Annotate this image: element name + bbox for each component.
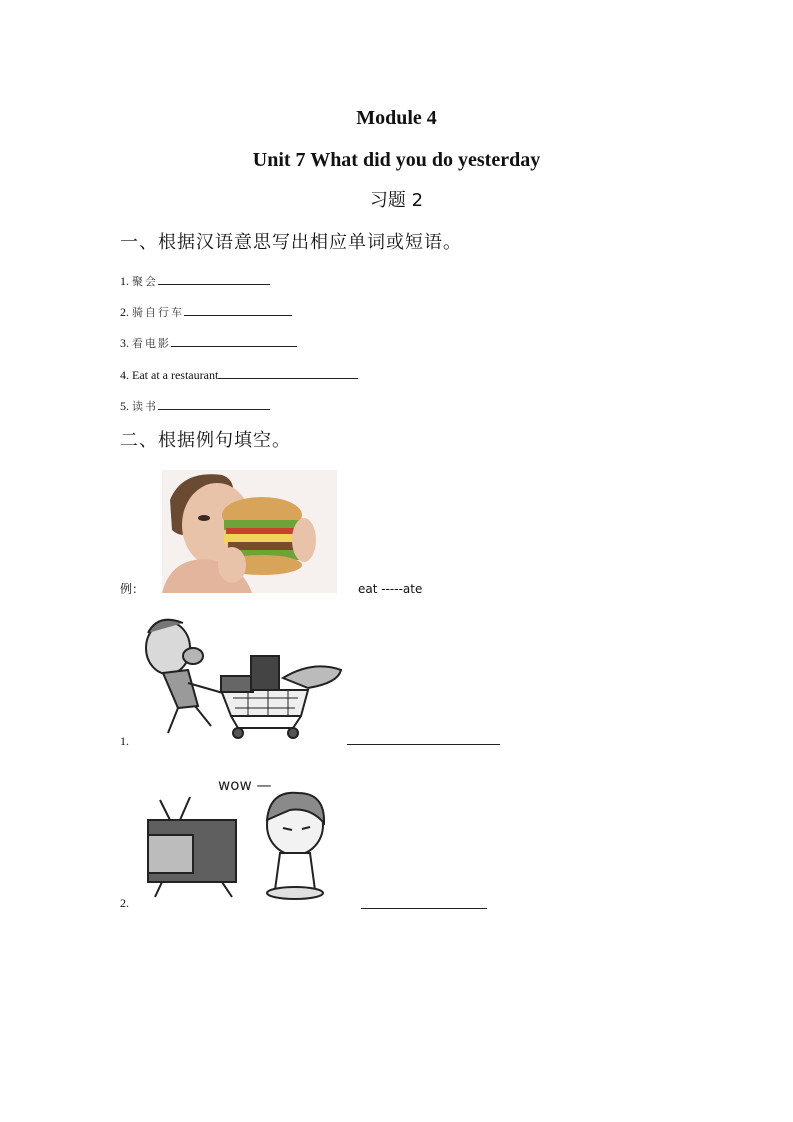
- example-answer: eat -----ate: [358, 582, 423, 596]
- part1-heading: 一、根据汉语意思写出相应单词或短语。: [120, 232, 462, 253]
- answer-blank[interactable]: [158, 272, 270, 285]
- answer-blank[interactable]: [171, 334, 297, 347]
- answer-blank[interactable]: [361, 896, 487, 909]
- module-title: Module 4: [356, 107, 437, 129]
- part2-heading: 二、根据例句填空。: [120, 430, 291, 451]
- answer-blank[interactable]: [218, 366, 358, 379]
- answer-blank[interactable]: [184, 303, 292, 316]
- woman-eating-burger-image: [162, 470, 337, 593]
- question-number: 1.: [120, 734, 129, 748]
- list-item: 4. Eat at a restaurant: [120, 366, 358, 383]
- unit-title: Unit 7 What did you do yesterday: [252, 149, 541, 171]
- boy-watching-tv-image: [140, 765, 340, 905]
- man-shopping-cart-image: [133, 608, 350, 743]
- list-item: 1. 聚会: [120, 272, 270, 290]
- example-label: 例：: [120, 582, 145, 596]
- wow-caption: wow —: [218, 776, 272, 794]
- list-item: 5. 读书: [120, 397, 270, 415]
- exercise-title: 习题 2: [369, 190, 424, 211]
- question-number: 2.: [120, 896, 129, 910]
- list-item: 3. 看电影: [120, 334, 297, 352]
- answer-blank[interactable]: [347, 732, 500, 745]
- list-item: 2. 骑自行车: [120, 303, 292, 321]
- answer-blank[interactable]: [158, 397, 270, 410]
